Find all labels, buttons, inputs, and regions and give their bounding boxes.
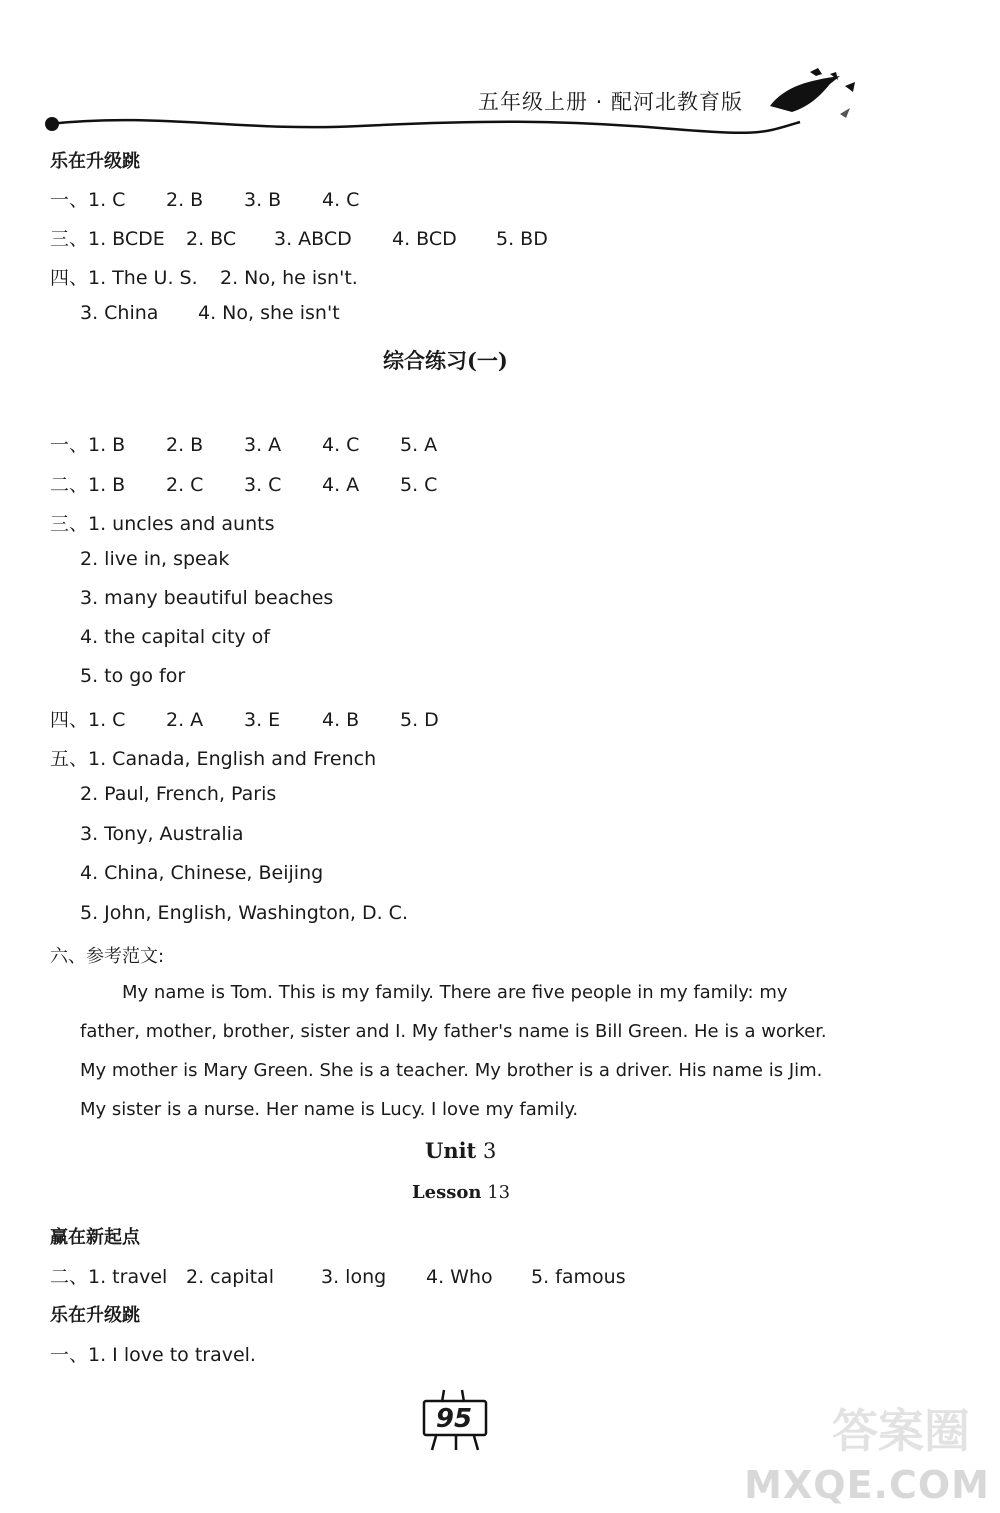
- answer-item: 1. The U. S.: [88, 267, 198, 289]
- answer-item: 5. C: [400, 474, 438, 496]
- watermark-text: MXQE.COM: [744, 1463, 990, 1507]
- answer-item: 2. No, he isn't.: [220, 267, 358, 289]
- answer-item: 2. B: [166, 434, 204, 456]
- question-prefix: 四、: [50, 267, 89, 289]
- header-title: 五年级上册 · 配河北教育版: [478, 90, 744, 114]
- watermark-logo: 答案圈: [832, 1404, 970, 1458]
- sample-essay-label: 六、参考范文:: [50, 946, 165, 967]
- answer-item: 1. Canada, English and French: [88, 748, 377, 770]
- answer-item: 5. John, English, Washington, D. C.: [80, 902, 408, 924]
- question-prefix: 一、: [50, 1344, 89, 1366]
- unit-title: [425, 1138, 496, 1163]
- header-decoration: [40, 66, 870, 136]
- answer-item: 1. B: [88, 474, 126, 496]
- answer-row-ex-q5: [50, 744, 376, 771]
- question-prefix: 五、: [50, 748, 89, 770]
- answer-item: 2. capital: [186, 1266, 274, 1288]
- answer-item: 5. BD: [496, 228, 548, 250]
- answer-item: 1. B: [88, 434, 126, 456]
- answer-item: 5. famous: [531, 1266, 626, 1288]
- section-heading-upgrade: 乐在升级跳: [50, 151, 140, 172]
- question-prefix: 二、: [50, 1266, 89, 1288]
- answer-item: 3. E: [244, 709, 281, 731]
- answer-item: 2. B: [166, 189, 204, 211]
- answer-row-q4-continued: [80, 302, 340, 324]
- question-prefix: 三、: [50, 228, 89, 250]
- question-prefix: 二、: [50, 474, 89, 496]
- answer-item: 1. I love to travel.: [88, 1344, 256, 1366]
- essay-line: My mother is Mary Green. She is a teacher. My brother is a driver. His name is Jim.: [80, 1060, 823, 1081]
- answer-item: 2. live in, speak: [80, 548, 230, 570]
- unit-word: Unit: [425, 1138, 477, 1163]
- answer-item: 4. C: [322, 434, 360, 456]
- answer-row-q3: [50, 224, 548, 251]
- answer-item: 1. C: [88, 709, 126, 731]
- lesson-title: [412, 1182, 510, 1203]
- answer-row-q4: [50, 263, 358, 290]
- answer-item: 3. China: [80, 302, 159, 324]
- answer-item: 2. A: [166, 709, 204, 731]
- answer-item: 2. C: [166, 474, 204, 496]
- answer-item: 5. A: [400, 434, 438, 456]
- answer-item: 4. the capital city of: [80, 626, 270, 648]
- answer-item: 4. A: [322, 474, 360, 496]
- answer-item: 5. D: [400, 709, 439, 731]
- question-prefix: 一、: [50, 189, 89, 211]
- answer-item: 4. B: [322, 709, 360, 731]
- section-heading-new-start: 赢在新起点: [50, 1227, 140, 1248]
- exercise-title: 综合练习(一): [383, 348, 508, 373]
- answer-item: 1. BCDE: [88, 228, 165, 250]
- essay-line: father, mother, brother, sister and I. My father's name is Bill Green. He is a worker.: [80, 1021, 827, 1042]
- answer-row-lesson-q2: [50, 1262, 626, 1289]
- answer-item: 4. C: [322, 189, 360, 211]
- answer-item: 2. BC: [186, 228, 237, 250]
- answer-item: 4. BCD: [392, 228, 457, 250]
- answer-item: 3. long: [321, 1266, 387, 1288]
- answer-item: 4. China, Chinese, Beijing: [80, 862, 324, 884]
- essay-line: My name is Tom. This is my family. There are five people in my family: my: [122, 982, 788, 1003]
- essay-line: My sister is a nurse. Her name is Lucy. I love my family.: [80, 1099, 579, 1120]
- answer-item: 1. C: [88, 189, 126, 211]
- lesson-word: Lesson: [412, 1182, 482, 1203]
- answer-row-ex-q2: [50, 470, 437, 497]
- lesson-number: 13: [487, 1182, 511, 1203]
- answer-row-lesson-q1: [50, 1340, 256, 1367]
- answer-row-ex-q1: [50, 430, 437, 457]
- answer-item: 4. Who: [426, 1266, 493, 1288]
- question-prefix: 一、: [50, 434, 89, 456]
- question-prefix: 三、: [50, 513, 89, 535]
- answer-item: 4. No, she isn't: [198, 302, 340, 324]
- answer-row-q1: [50, 185, 359, 212]
- answer-item: 3. ABCD: [274, 228, 352, 250]
- unit-number: 3: [482, 1139, 497, 1163]
- answer-item: 3. A: [244, 434, 282, 456]
- answer-item: 3. B: [244, 189, 282, 211]
- answer-row-ex-q4: [50, 705, 439, 732]
- answer-item: 2. Paul, French, Paris: [80, 783, 277, 805]
- answer-row-ex-q3: [50, 509, 274, 536]
- page-number: 95: [435, 1404, 473, 1434]
- answer-item: 1. uncles and aunts: [88, 513, 275, 535]
- answer-item: 3. C: [244, 474, 282, 496]
- answer-item: 3. many beautiful beaches: [80, 587, 334, 609]
- answer-item: 5. to go for: [80, 665, 186, 687]
- answer-item: 1. travel: [88, 1266, 168, 1288]
- section-heading-upgrade-2: 乐在升级跳: [50, 1305, 140, 1326]
- answer-item: 3. Tony, Australia: [80, 823, 244, 845]
- question-prefix: 四、: [50, 709, 89, 731]
